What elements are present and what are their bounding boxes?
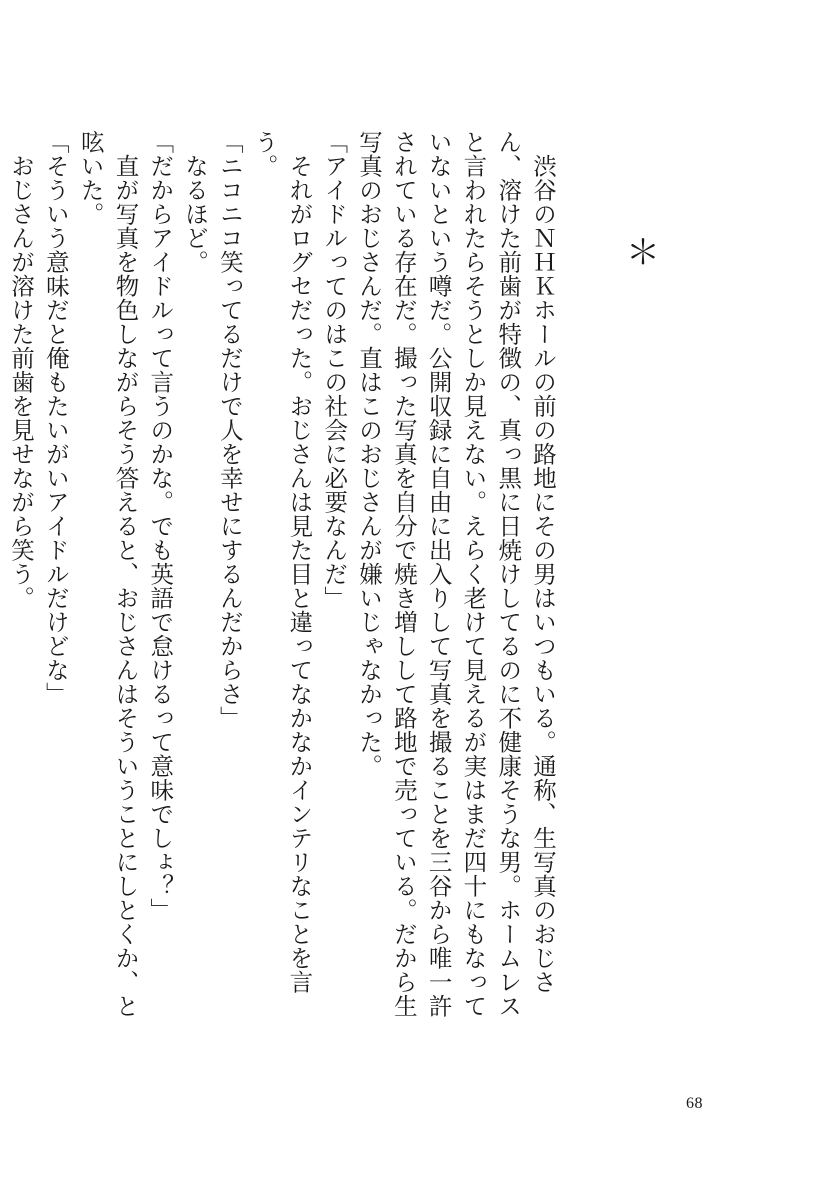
paragraph-8: 「そういう意味だと俺もたいがいアイドルだけどな」 [41, 130, 70, 706]
paragraph-1: 渋谷のＮＨＫホールの前の路地にその男はいつもいる。通称、生写真のおじさん、溶けた前歯が特徴の、真っ黒に日焼けしてるのに不健康そうな男。ホームレスと言われたらそうとしか見えない。えらく老けて見えるが実はまだ四十にもなっていないという噂だ。公開収録に自由に出入りして写真を撮ることを三谷から唯一許されている存在だ。撮った写真を自分で焼き増しして路地で売っている。だから生写真のおじさんだ。直はこのおじさんが嫌いじゃなかった。 [355, 130, 557, 1018]
paragraph-6: 「だからアイドルって言うのかな。でも英語で怠けるって意味でしょ？」 [146, 130, 175, 922]
paragraph-4: 「ニコニコ笑ってるだけで人を幸せにするんだからさ」 [215, 130, 244, 730]
body-text [7, 130, 560, 1040]
paragraph-3: それがログセだった。おじさんは見た目と違ってなかなかインテリなことを言う。 [250, 130, 314, 994]
paragraph-2: 「アイドルってのはこの社会に必要なんだ」 [320, 130, 349, 610]
paragraph-5: なるほど。 [181, 153, 210, 274]
paragraph-9: おじさんが溶けた前歯を見せながら笑う。 [7, 153, 36, 610]
paragraph-7: 直が写真を物色しながらそう答えると、おじさんはそういうことにしとくか、と呟いた。 [76, 130, 140, 1018]
section-break-asterisk: ＊ [626, 233, 660, 273]
page-number: 68 [686, 1095, 703, 1112]
